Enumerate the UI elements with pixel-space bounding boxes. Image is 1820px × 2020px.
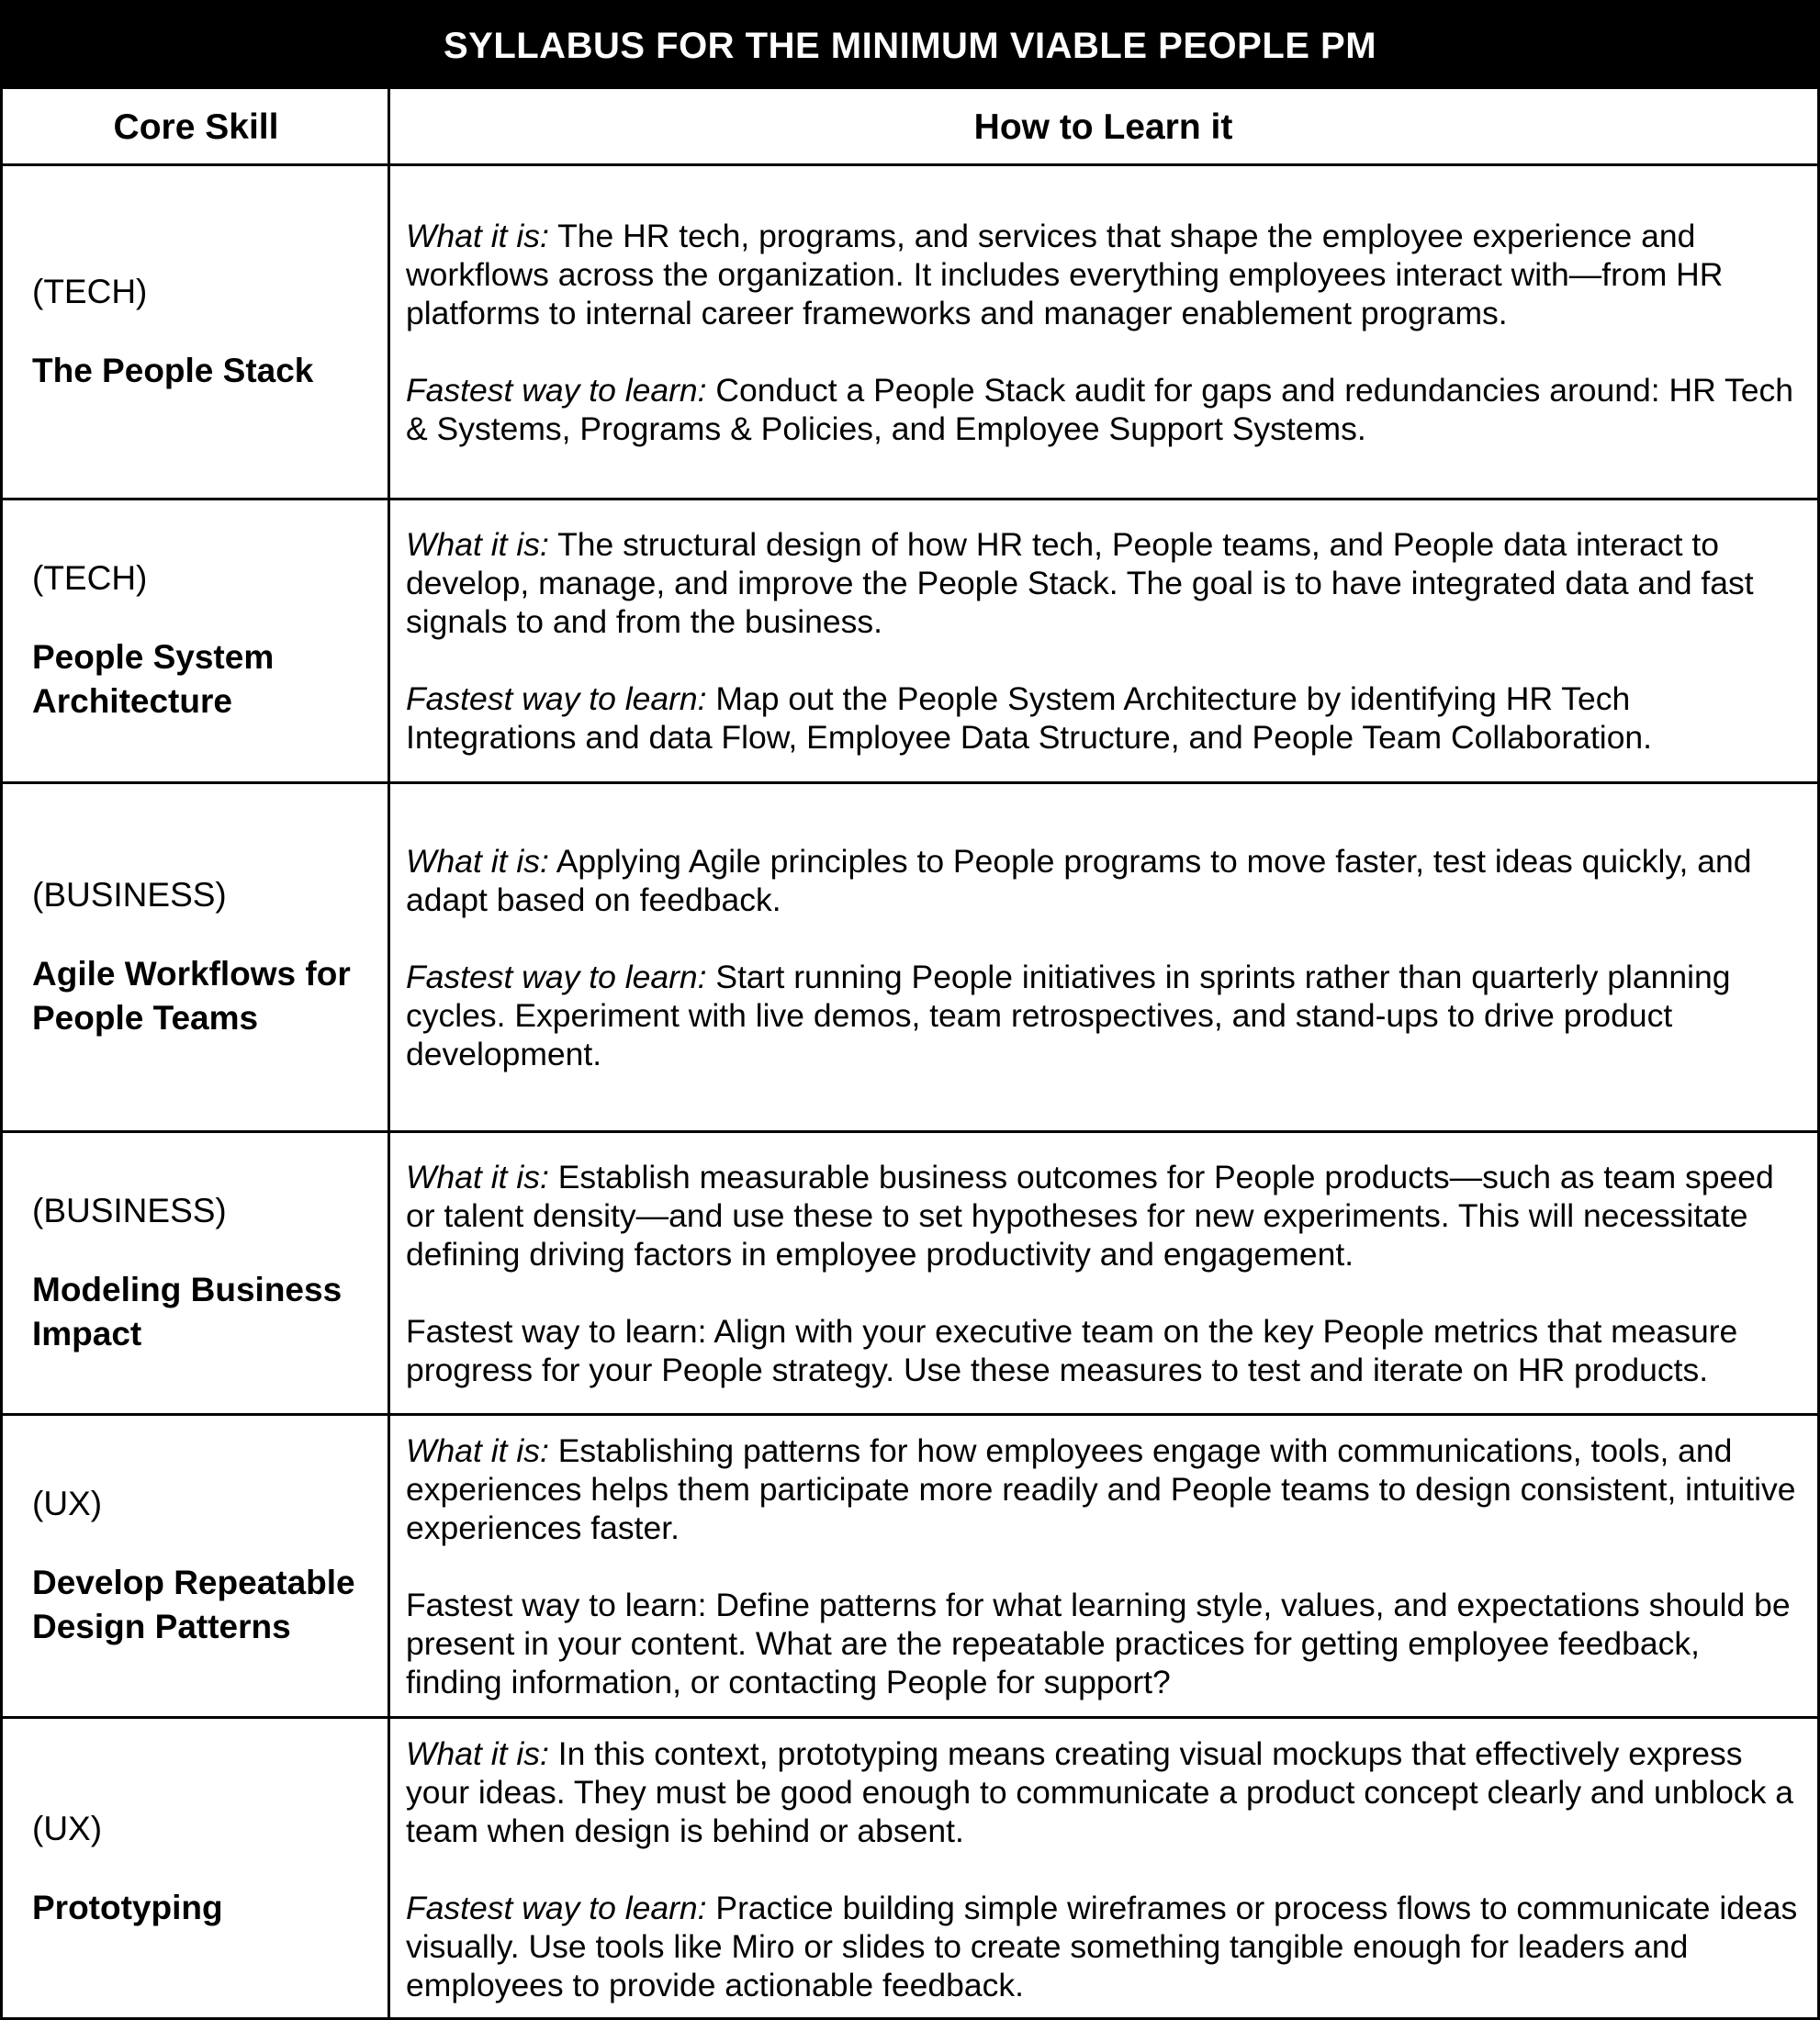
fastest-way-label: Fastest way to learn: [406,1890,707,1926]
column-header-how-to-learn: How to Learn it [973,107,1233,147]
what-it-is-paragraph [406,525,1799,641]
table-row-description [390,166,1817,498]
skill-category: (BUSINESS) [32,875,227,914]
fastest-way-paragraph [406,1312,1799,1389]
what-it-is-paragraph [406,842,1799,919]
fastest-way-text: Start running People initiatives in sprints rather than quarterly planning cycles. Experiment with live demos, team retrospectives, and stand-ups to drive product development. [406,958,1731,1072]
skill-category: (UX) [32,1810,103,1847]
fastest-way-paragraph [406,679,1799,757]
fastest-way-label: Fastest way to learn: [406,371,707,409]
fastest-way-paragraph [406,1586,1799,1701]
table-row-description [390,784,1817,1130]
skill-category: (UX) [32,1484,103,1522]
fastest-way-text: Practice building simple wireframes or process flows to communicate ideas visually. Use tools like Miro or slides to create something tangible enough for leaders and employees to provide actionable feedback. [406,1890,1798,2003]
table-row-skill [3,1719,388,2020]
skill-name: Modeling Business Impact [32,1270,343,1352]
skill-name: Prototyping [32,1889,223,1926]
table-row-skill [3,500,388,781]
table-row-description [390,1133,1817,1413]
fastest-way-paragraph [406,958,1799,1073]
table-row-skill [3,166,388,498]
table-row-description [390,1416,1817,1716]
fastest-way-label: Fastest way to learn: [406,958,707,995]
what-it-is-label: What it is: [406,217,549,254]
what-it-is-paragraph [406,217,1799,332]
table-row-skill [3,784,388,1130]
what-it-is-text: In this context, prototyping means creating visual mockups that effectively express your ideas. They must be good enough to communicate a product concept clearly and unblock a team when design is behind or absent. [406,1735,1793,1849]
what-it-is-paragraph [406,1431,1799,1547]
skill-category: (BUSINESS) [32,1191,227,1229]
fastest-way-paragraph [406,1889,1799,2004]
table-row-skill [3,1133,388,1413]
column-header-core-skill: Core Skill [113,107,279,147]
what-it-is-paragraph [406,1158,1799,1274]
fastest-way-text: Fastest way to learn: Align with your executive team on the key People metrics that measure progress for your People strategy. Use these measures to test and iterate on HR products. [406,1312,1738,1388]
table-title: SYLLABUS FOR THE MINIMUM VIABLE PEOPLE PM [3,3,1817,89]
fastest-way-text: Map out the People System Architecture by identifying HR Tech Integrations and data Flow, Employee Data Structure, and People Team Collaboration. [406,680,1653,756]
skill-name: Develop Repeatable Design Patterns [32,1563,355,1645]
skill-name: People System Architecture [32,638,275,720]
fastest-way-label: Fastest way to learn: [406,680,707,717]
what-it-is-label: What it is: [406,526,549,563]
what-it-is-text: Establish measurable business outcomes for People products—such as team speed or talent density—and use these to set hypotheses for new experiments. This will necessitate defining driving factors in employee productivity and engagement. [406,1158,1774,1273]
what-it-is-label: What it is: [406,1158,549,1195]
table-row-description [390,500,1817,781]
table-row-description [390,1719,1817,2020]
table-row-skill [3,1416,388,1716]
fastest-way-text: Conduct a People Stack audit for gaps and redundancies around: HR Tech & Systems, Programs & Policies, and Employee Support Systems. [406,371,1793,447]
fastest-way-text: Fastest way to learn: Define patterns for what learning style, values, and expectations should be present in your content. What are the repeatable practices for getting employee feedback, finding information, or contacting People for support? [406,1586,1791,1700]
fastest-way-paragraph [406,371,1799,448]
skill-name: The People Stack [32,351,314,389]
what-it-is-label: What it is: [406,842,549,880]
skill-category: (TECH) [32,272,148,310]
what-it-is-text: Establishing patterns for how employees engage with communications, tools, and experiences helps them participate more readily and People teams to design consistent, intuitive experiences faster. [406,1431,1796,1546]
skill-name: Agile Workflows for People Teams [32,954,351,1037]
what-it-is-paragraph [406,1734,1799,1850]
what-it-is-text: Applying Agile principles to People programs to move faster, test ideas quickly, and adapt based on feedback. [406,842,1752,918]
what-it-is-text: The structural design of how HR tech, People teams, and People data interact to develop, manage, and improve the People Stack. The goal is to have integrated data and fast signals to and from the business. [406,526,1754,640]
what-it-is-text: The HR tech, programs, and services that shape the employee experience and workflows across the organization. It includes everything employees interact with—from HR platforms to internal career frameworks and manager enablement programs. [406,217,1724,331]
skill-category: (TECH) [32,559,148,597]
what-it-is-label: What it is: [406,1735,549,1772]
what-it-is-label: What it is: [406,1431,549,1469]
